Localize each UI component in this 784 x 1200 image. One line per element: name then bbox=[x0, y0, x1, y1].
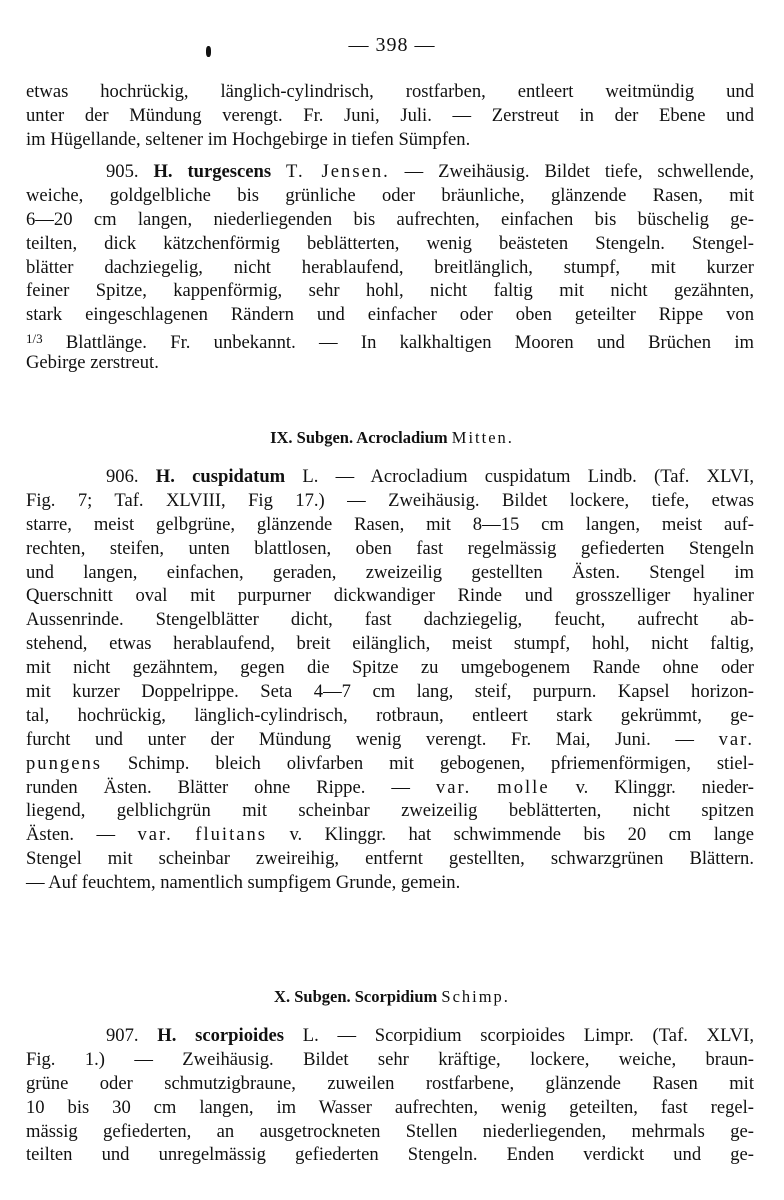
entry-first-line bbox=[26, 1024, 754, 1048]
text-line: teilten, dick kätzchenförmig beblätterten, wenig beästeten Stengeln. Stengel- bbox=[26, 232, 754, 254]
text-fragment: L. — Acrocladium cuspidatum Lindb. (Taf. XLVI, bbox=[285, 466, 754, 487]
text-fragment: Ästen. — bbox=[26, 824, 138, 846]
text-line bbox=[26, 728, 754, 752]
entry-906 bbox=[26, 465, 754, 895]
ink-speck bbox=[206, 46, 211, 57]
text-line: rechten, steifen, unten blattlosen, oben fast regelmässig gefiederten Stengeln bbox=[26, 537, 754, 559]
text-line: teilten und unregelmässig gefiederten Stengeln. Enden verdickt und ge- bbox=[26, 1144, 754, 1166]
text-fragment: Schimp. bleich olivfarben mit gebogenen, pfriemenförmigen, stiel- bbox=[101, 752, 754, 774]
text-line: Fig. 1.) — Zweihäusig. Bildet sehr kräftige, lockere, weiche, braun- bbox=[26, 1048, 754, 1070]
text-line: Fig. 7; Taf. XLVIII, Fig 17.) — Zweihäusig. Bildet lockere, tiefe, etwas bbox=[26, 489, 754, 511]
text-line: liegend, gelblichgrün mit scheinbar zweizeilig beblätterten, nicht spitzen bbox=[26, 800, 754, 822]
text-line: feiner Spitze, kappenförmig, sehr hohl, nicht faltig mit nicht gezähnten, bbox=[26, 280, 754, 302]
text-line: blätter dachziegelig, nicht herablaufend, breitlänglich, stumpf, mit kurzer bbox=[26, 256, 754, 278]
entry-905 bbox=[26, 160, 754, 375]
species-author: T. Jensen. bbox=[286, 161, 390, 182]
text-line: Gebirge zerstreut. bbox=[26, 352, 159, 374]
text-fragment: Blattlänge. Fr. unbekannt. — In kalkhaltigen Mooren und Brüchen im bbox=[42, 332, 754, 354]
species-name: H. turgescens bbox=[153, 161, 272, 182]
species-name: H. cuspidatum bbox=[155, 466, 286, 487]
text-line: etwas hochrückig, länglich-cylindrisch, rostfarben, entleert weitmündig und bbox=[26, 81, 754, 102]
entry-number: 905. bbox=[106, 161, 139, 182]
text-line: 10 bis 30 cm langen, im Wasser aufrechten, wenig geteilten, fast regel- bbox=[26, 1096, 754, 1118]
subgenus-heading-x bbox=[0, 987, 784, 1007]
text-line bbox=[26, 776, 754, 800]
variety-name: fluitans bbox=[195, 824, 268, 846]
text-line: grüne oder schmutzigbraune, zuweilen rostfarbene, glänzende Rasen mit bbox=[26, 1072, 754, 1094]
text-line bbox=[26, 752, 754, 776]
subgenus-heading-ix bbox=[0, 428, 784, 448]
entry-907 bbox=[26, 1024, 754, 1167]
heading-label: IX. Subgen. Acrocladium bbox=[270, 428, 448, 447]
variety-marker: var. bbox=[718, 728, 754, 750]
variety-name: molle bbox=[497, 776, 550, 798]
text-line bbox=[26, 823, 754, 847]
text-line: — Auf feuchtem, namentlich sumpfigem Grunde, gemein. bbox=[26, 872, 461, 894]
text-line: Aussenrinde. Stengelblätter dicht, fast dachziegelig, feucht, aufrecht ab- bbox=[26, 609, 754, 631]
fraction: 1/3 bbox=[26, 331, 43, 347]
text-line: und langen, einfachen, geraden, zweizeilig gestellten Ästen. Stengel im bbox=[26, 561, 754, 583]
text-fragment: L. — Scorpidium scorpioides Limpr. (Taf. XLVI, bbox=[283, 1025, 754, 1046]
text-line: 6—20 cm langen, niederliegenden bis aufrechten, einfachen bis büschelig ge- bbox=[26, 208, 754, 230]
heading-label: X. Subgen. Scorpidium bbox=[274, 987, 438, 1006]
text-line: weiche, goldgelbliche bis grünliche oder bräunliche, glänzende Rasen, mit bbox=[26, 184, 754, 206]
text-fragment: v. Klinggr. hat schwimmende bis 20 cm lange bbox=[267, 824, 754, 846]
entry-first-line bbox=[26, 465, 754, 489]
entry-904-tail bbox=[26, 80, 754, 152]
text-line: Stengel mit scheinbar zweireihig, entfernt gestellten, schwarzgrünen Blättern. bbox=[26, 848, 754, 870]
text-fragment: — Zweihäusig. Bildet tiefe, schwellende, bbox=[389, 161, 754, 182]
text-line: mässig gefiederten, an ausgetrockneten Stellen niederliegenden, mehrmals ge- bbox=[26, 1120, 754, 1142]
entry-number: 907. bbox=[106, 1025, 139, 1046]
text-fragment: v. Klinggr. nieder- bbox=[549, 776, 754, 798]
entry-number: 906. bbox=[106, 466, 139, 487]
text-line: stark eingeschlagenen Rändern und einfacher oder oben geteilter Rippe von bbox=[26, 304, 754, 326]
text-line bbox=[26, 327, 754, 354]
text-line: stehend, etwas herablaufend, breit eilänglich, meist stumpf, hohl, nicht faltig, bbox=[26, 633, 754, 655]
text-line: starre, meist gelbgrüne, glänzende Rasen, mit 8—15 cm langen, meist auf- bbox=[26, 513, 754, 535]
text-line: unter der Mündung verengt. Fr. Juni, Juli. — Zerstreut in der Ebene und bbox=[26, 104, 754, 126]
text-fragment: runden Ästen. Blätter ohne Rippe. — bbox=[26, 776, 436, 798]
text-fragment: furcht und unter der Mündung wenig verengt. Fr. Mai, Juni. — bbox=[26, 728, 719, 750]
text-line: tal, hochrückig, länglich-cylindrisch, rotbraun, entleert stark gekrümmt, ge- bbox=[26, 704, 754, 726]
text-line: Querschnitt oval mit purpurner dickwandiger Rinde und grosszelliger hyaliner bbox=[26, 585, 754, 607]
species-name: H. scorpioides bbox=[157, 1025, 284, 1046]
variety-marker: var. bbox=[435, 776, 472, 798]
text-line: im Hügellande, seltener im Hochgebirge in tiefen Sümpfen. bbox=[26, 128, 471, 150]
page-number: — 398 — bbox=[348, 34, 436, 56]
heading-author: Schimp. bbox=[441, 987, 510, 1006]
variety-name: pungens bbox=[26, 752, 102, 774]
text-line: mit kurzer Doppelrippe. Seta 4—7 cm lang, steif, purpurn. Kapsel horizon- bbox=[26, 681, 754, 703]
heading-author: Mitten. bbox=[451, 428, 514, 447]
variety-marker: var. bbox=[137, 824, 173, 846]
entry-first-line bbox=[26, 160, 754, 184]
text-line: mit nicht gezähntem, gegen die Spitze zu umgebogenem Rande ohne oder bbox=[26, 657, 754, 679]
